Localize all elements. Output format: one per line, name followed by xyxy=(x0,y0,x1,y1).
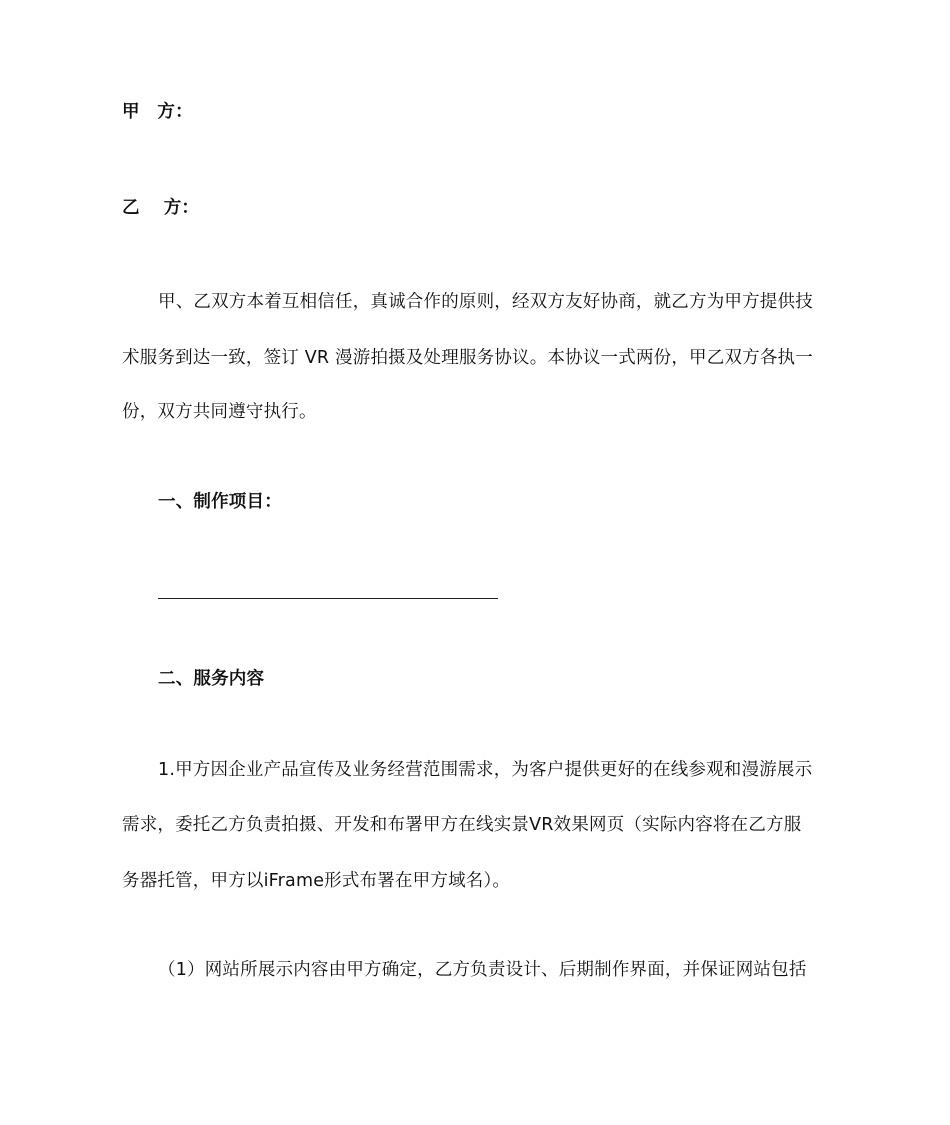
preamble-line-1: 甲、乙双方本着互相信任，真诚合作的原则，经双方友好协商，就乙方为甲方提供技 xyxy=(158,292,813,312)
section1-heading: 一、制作项目： xyxy=(158,492,282,512)
project-blank-line xyxy=(158,598,498,599)
item1-line-2: 需求，委托乙方负责拍摄、开发和布署甲方在线实景VR效果网页（实际内容将在乙方服 xyxy=(122,815,802,835)
subitem1-line-1: （1）网站所展示内容由甲方确定，乙方负责设计、后期制作界面，并保证网站包括 xyxy=(158,960,807,980)
item1-line-1: 1.甲方因企业产品宣传及业务经营范围需求，为客户提供更好的在线参观和漫游展示 xyxy=(158,760,813,780)
preamble-line-2: 术服务到达一致，签订 VR 漫游拍摄及处理服务协议。本协议一式两份，甲乙双方各执一 xyxy=(122,348,813,368)
preamble-line-3: 份，双方共同遵守执行。 xyxy=(122,402,317,422)
item1-line-3: 务器托管，甲方以iFrame形式布署在甲方域名）。 xyxy=(122,871,511,891)
section2-heading: 二、服务内容 xyxy=(158,669,265,689)
party-b-label: 乙 方： xyxy=(122,198,200,218)
party-a-label: 甲 方： xyxy=(122,102,193,122)
